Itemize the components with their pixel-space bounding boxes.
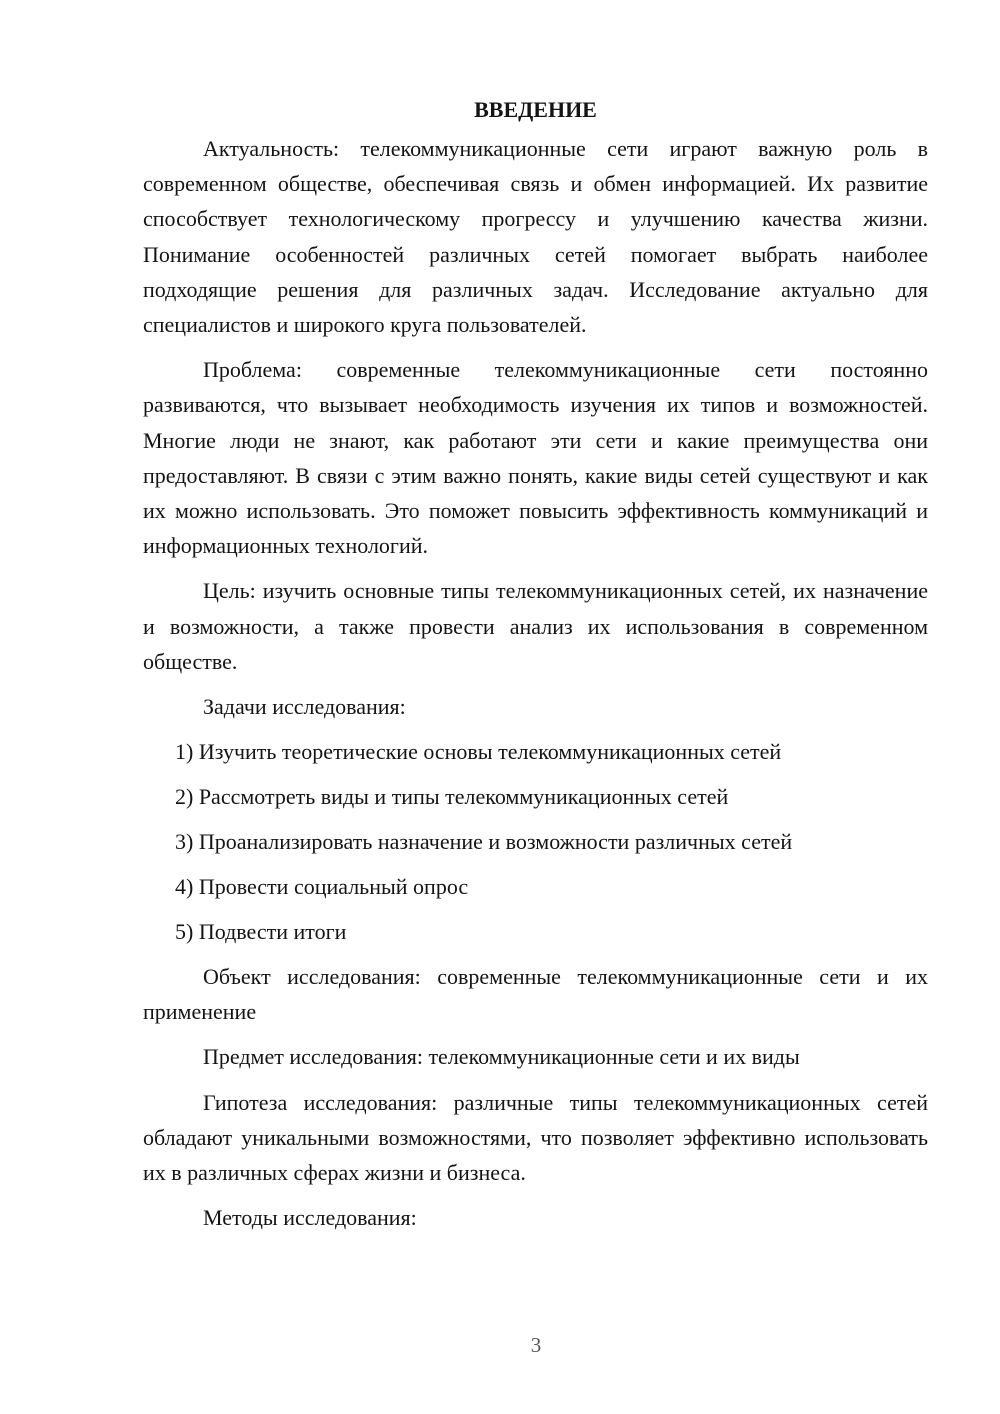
page-number: 3 — [530, 1333, 542, 1357]
problem-paragraph: Проблема: современные телекоммуникационные сети постоянно развиваются, что вызывает необходимость изучения их типов и возможностей. Многие люди не знают, как работают эти сети и какие преимущества они предоставляют. В связи с этим важно понять, какие виды сетей существуют и как их можно использовать. Это поможет повысить эффективность коммуникаций и информационных технологий. — [143, 357, 928, 559]
tasks-list — [143, 734, 928, 949]
task-item-1: 1) Изучить теоретические основы телекоммуникационных сетей — [175, 739, 782, 765]
relevance-paragraph: Актуальность: телекоммуникационные сети играют важную роль в современном обществе, обеспечивая связь и обмен информацией. Их развитие способствует технологическому прогрессу и улучшению качества жизни. Понимание особенностей различных сетей помогает выбрать наиболее подходящие решения для различных задач. Исследование актуально для специалистов и широкого круга пользователей. — [143, 136, 928, 338]
task-item-2: 2) Рассмотреть виды и типы телекоммуникационных сетей — [175, 784, 729, 810]
methods-heading: Методы исследования: — [203, 1205, 417, 1231]
subject-paragraph: Предмет исследования: телекоммуникационные сети и их виды — [203, 1044, 800, 1070]
document-page — [143, 92, 928, 1235]
object-paragraph: Объект исследования: современные телекоммуникационные сети и их применение — [143, 964, 928, 1025]
page-title: ВВЕДЕНИЕ — [474, 97, 597, 122]
goal-paragraph: Цель: изучить основные типы телекоммуникационных сетей, их назначение и возможности, а также провести анализ их использования в современном обществе. — [143, 578, 928, 674]
task-item-3: 3) Проанализировать назначение и возможности различных сетей — [175, 829, 793, 855]
task-item-4: 4) Провести социальный опрос — [175, 874, 469, 900]
hypothesis-paragraph: Гипотеза исследования: различные типы телекоммуникационных сетей обладают уникальными возможностями, что позволяет эффективно использовать их в различных сферах жизни и бизнеса. — [143, 1089, 928, 1186]
task-item-5: 5) Подвести итоги — [175, 919, 347, 945]
tasks-heading: Задачи исследования: — [203, 694, 406, 720]
